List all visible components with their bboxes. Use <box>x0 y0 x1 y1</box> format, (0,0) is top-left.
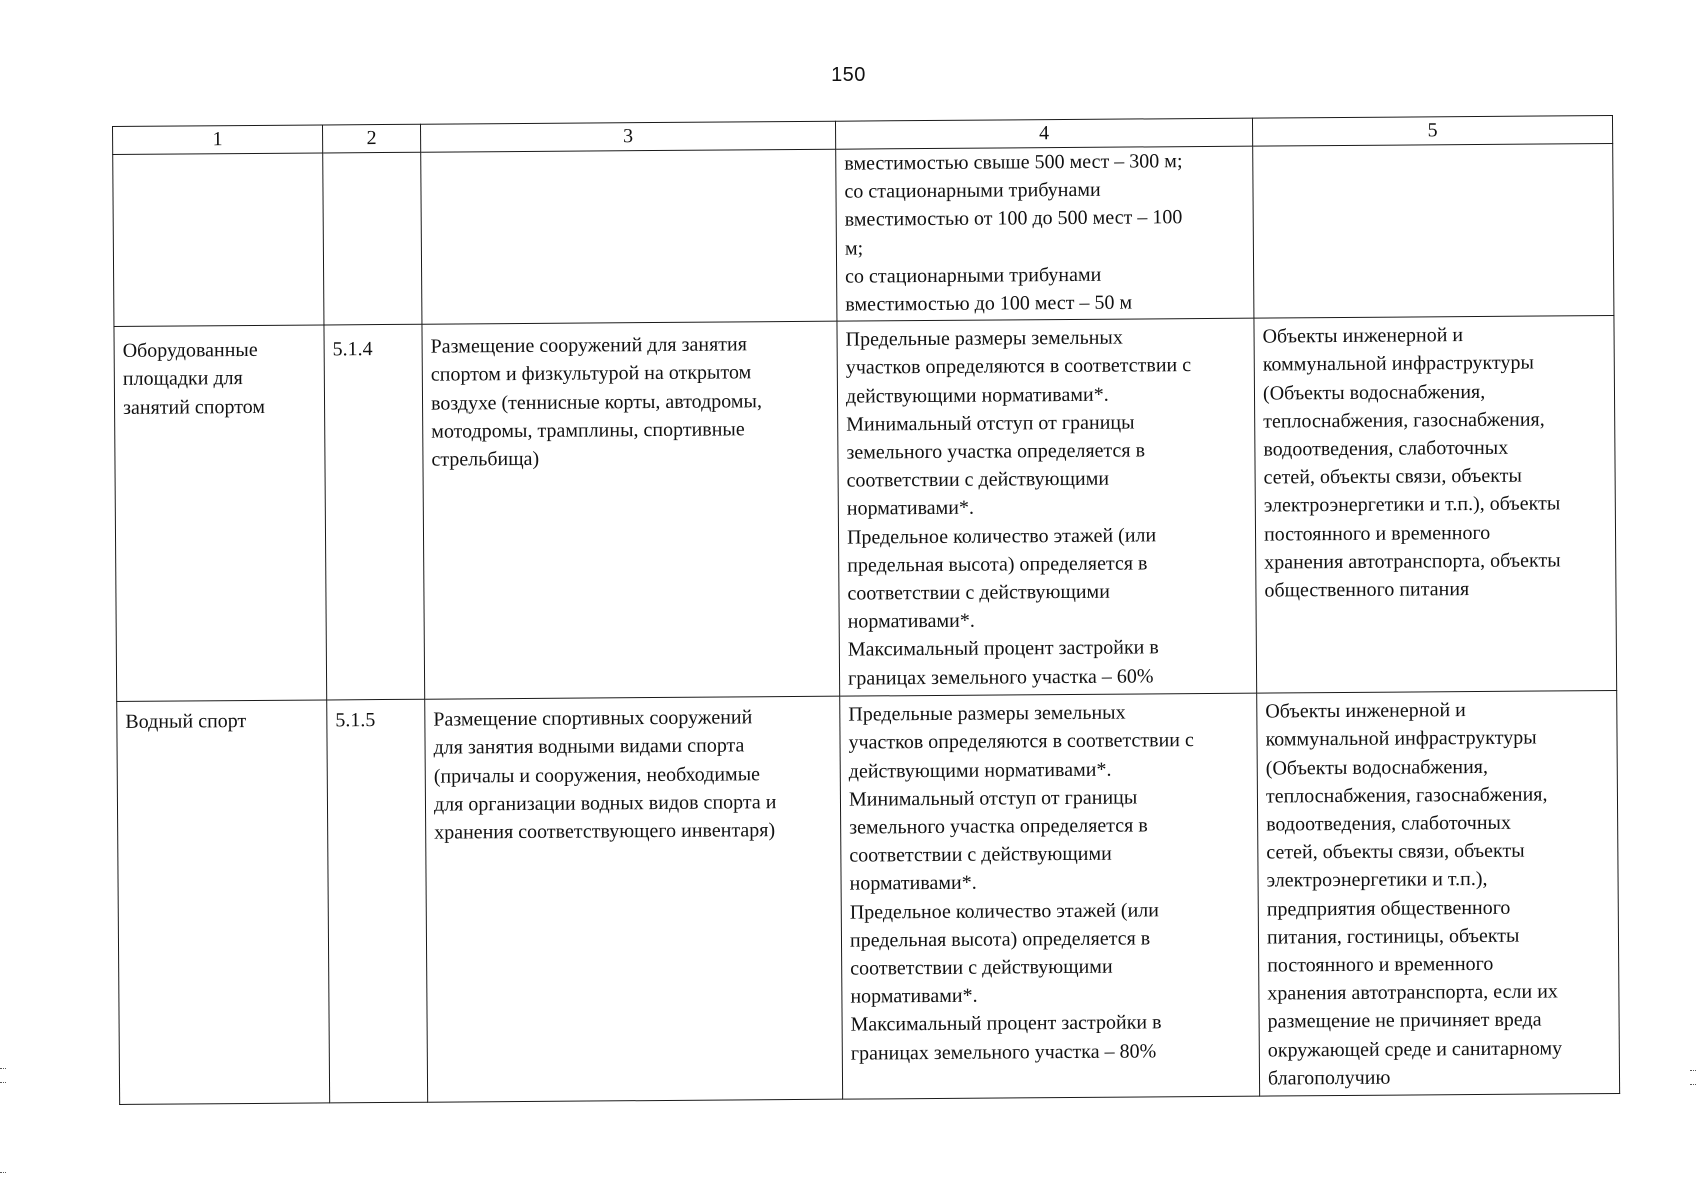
cell-parameters <box>837 318 1257 696</box>
zoning-table <box>112 115 1620 1105</box>
cell-description <box>421 149 837 324</box>
text-line: вместимостью до 100 мест – 50 м <box>845 291 1133 316</box>
text-line: м; <box>844 237 864 260</box>
text-line: для организации водных видов спорта и <box>433 790 777 816</box>
text-line: со стационарными трибунами <box>845 263 1102 288</box>
text-line: хранения соответствующего инвентаря) <box>434 819 776 844</box>
text-line: коммунальной инфраструктуры <box>1265 726 1537 751</box>
cell-code: 5.1.4 <box>324 324 425 700</box>
text-line: соответствии с действующими <box>849 842 1112 867</box>
text-line: участков определяются в соответствии с <box>848 729 1194 755</box>
text-line: действующими нормативами*. <box>845 383 1109 408</box>
table-row-water-sports <box>117 691 1620 1105</box>
text-line: соответствии с действующими <box>850 955 1113 980</box>
text-line: действующими нормативами*. <box>848 758 1112 783</box>
text-line: соответствии с действующими <box>846 467 1110 492</box>
scan-edge-mark <box>0 1082 6 1083</box>
text-line: Размещение спортивных сооружений <box>433 706 753 731</box>
text-line: земельного участка определяется в <box>849 814 1148 839</box>
text-line: площадки для <box>122 367 243 391</box>
cell-auxiliary <box>1254 316 1617 694</box>
table-row-sports-grounds <box>114 316 1617 702</box>
text-line: постоянного и временного <box>1267 952 1494 977</box>
text-line: Предельное количество этажей (или <box>849 898 1159 924</box>
text-line: нормативами*. <box>850 984 978 1008</box>
cell-name <box>117 700 330 1105</box>
page-number: 150 <box>831 64 866 86</box>
text-line: Водный спорт <box>125 710 247 734</box>
column-header-5: 5 <box>1252 116 1612 147</box>
column-header-1: 1 <box>113 125 323 155</box>
text-line: благополучию <box>1267 1066 1391 1090</box>
text-line: общественного питания <box>1264 578 1470 602</box>
cell-name <box>113 153 324 327</box>
text-line: воздухе (теннисные корты, автодромы, <box>430 389 763 415</box>
cell-code <box>323 152 422 325</box>
text-line: предельная высота) определяется в <box>847 552 1148 577</box>
cell-code: 5.1.5 <box>327 699 428 1103</box>
text-line: Размещение сооружений для занятия <box>430 333 747 358</box>
text-line: Предельные размеры земельных <box>845 326 1123 351</box>
text-line: Максимальный процент застройки в <box>847 636 1159 662</box>
text-line: земельного участка определяется в <box>846 439 1146 464</box>
text-line: Объекты инженерной и <box>1265 699 1466 723</box>
cell-parameters <box>840 693 1260 1099</box>
text-line: электроэнергетики и т.п.), <box>1266 868 1488 892</box>
text-line: постоянного и временного <box>1263 521 1491 546</box>
text-line: размещение не причиняет вреда <box>1267 1008 1542 1034</box>
text-line: Минимальный отступ от границы <box>846 411 1135 436</box>
text-line: границах земельного участка – 80% <box>850 1040 1157 1065</box>
text-line: Оборудованные <box>122 339 258 363</box>
cell-auxiliary <box>1253 144 1614 319</box>
text-line: нормативами*. <box>847 609 975 633</box>
scan-edge-mark <box>0 1172 6 1173</box>
text-line: Максимальный процент застройки в <box>850 1011 1162 1037</box>
text-line: Предельное количество этажей (или <box>846 523 1157 549</box>
text-line: Минимальный отступ от границы <box>848 786 1138 811</box>
cell-description <box>425 696 843 1102</box>
column-header-3: 3 <box>420 121 835 152</box>
text-line: хранения автотранспорта, если их <box>1267 980 1558 1005</box>
text-line: вместимостью от 100 до 500 мест – 100 <box>844 206 1183 232</box>
text-line: водоотведения, слаботочных <box>1263 436 1509 461</box>
text-line: теплоснабжения, газоснабжения, <box>1265 783 1548 808</box>
text-line: сетей, объекты связи, объекты <box>1263 464 1522 489</box>
text-line: электроэнергетики и т.п.), объекты <box>1263 492 1561 518</box>
cell-name <box>114 325 327 702</box>
text-line: границах земельного участка – 60% <box>847 665 1154 690</box>
scan-edge-mark <box>1690 1070 1696 1071</box>
text-line: предельная высота) определяется в <box>849 927 1151 952</box>
text-line: нормативами*. <box>849 872 977 896</box>
cell-auxiliary <box>1257 691 1620 1097</box>
text-line: нормативами*. <box>846 497 975 521</box>
column-header-2: 2 <box>322 124 420 153</box>
text-line: Предельные размеры земельных <box>848 701 1126 726</box>
text-line: питания, гостиницы, объекты <box>1266 924 1520 949</box>
text-line: предприятия общественного <box>1266 896 1511 921</box>
text-line: хранения автотранспорта, объекты <box>1264 549 1561 574</box>
text-line: стрельбища) <box>431 447 540 471</box>
text-line: со стационарными трибунами <box>844 178 1101 203</box>
text-line: мотодромы, трамплины, спортивные <box>431 418 745 443</box>
text-line: (причалы и сооружения, необходимые <box>433 762 761 788</box>
column-header-4: 4 <box>835 118 1252 149</box>
text-line: вместимостью свыше 500 мест – 300 м; <box>844 150 1183 175</box>
cell-description <box>422 321 840 699</box>
text-line: соответствии с действующими <box>847 580 1110 605</box>
text-line: участков определяются в соответствии с <box>845 354 1192 380</box>
text-line: водоотведения, слаботочных <box>1266 811 1512 836</box>
text-line: занятий спортом <box>122 395 266 419</box>
text-line: (Объекты водоснабжения, <box>1262 380 1486 405</box>
scan-edge-mark <box>0 1068 6 1069</box>
scan-edge-mark <box>1690 1084 1696 1085</box>
text-line: сетей, объекты связи, объекты <box>1266 839 1525 864</box>
text-line: теплоснабжения, газоснабжения, <box>1263 408 1545 433</box>
text-line: окружающей среде и санитарному <box>1267 1037 1563 1062</box>
text-line: коммунальной инфраструктуры <box>1262 352 1534 376</box>
text-line: спортом и физкультурой на открытом <box>430 361 752 387</box>
text-line: (Объекты водоснабжения, <box>1265 755 1489 780</box>
text-line: Объекты инженерной и <box>1262 324 1464 348</box>
text-line: для занятия водными видами спорта <box>433 734 745 760</box>
table-row-continuation <box>113 144 1614 327</box>
cell-parameters <box>836 146 1254 321</box>
